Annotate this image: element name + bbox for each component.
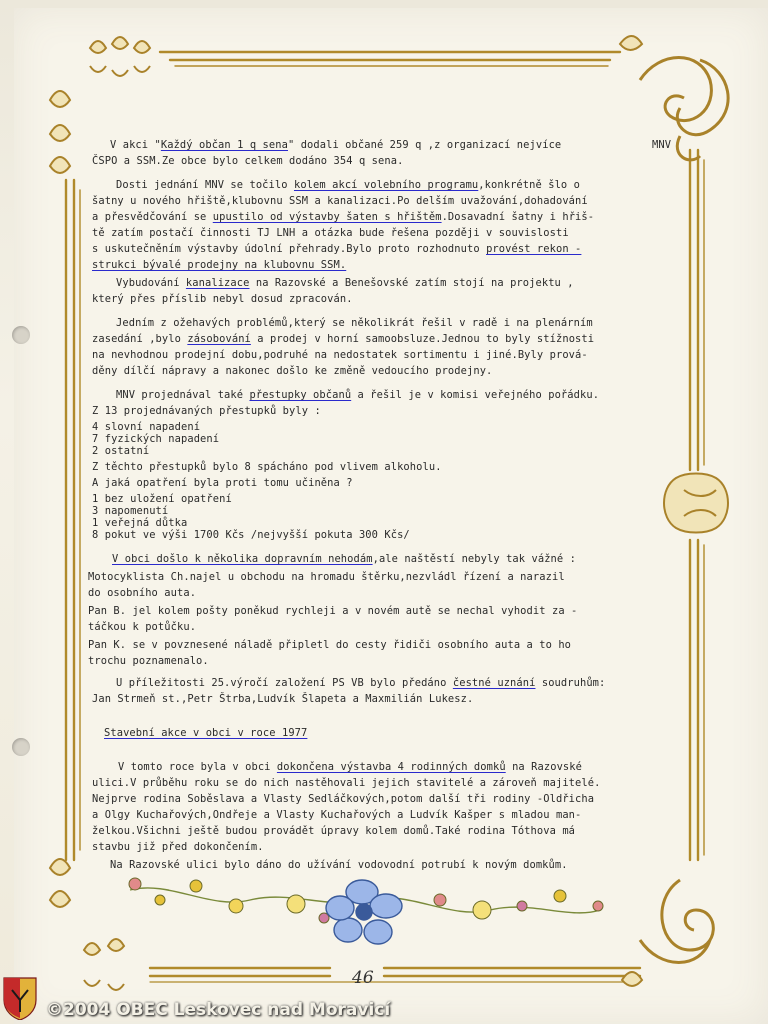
text-line (92, 444, 149, 459)
text-line (88, 620, 196, 635)
text-run: Pan B. jel kolem pošty poněkud rychleji a v novém autě se nechal vyhodit za - (88, 605, 578, 617)
text-line (92, 348, 588, 363)
text-line (92, 258, 346, 273)
text-line (92, 226, 569, 241)
text-run: Na Razovské ulici bylo dáno do užívání vodovodní potrubí k novým domkům. (110, 859, 568, 871)
text-run: Z těchto přestupků bylo 8 spácháno pod vlivem alkoholu. (92, 461, 442, 473)
blue-flower (326, 880, 402, 944)
text-run: do osobního auta. (88, 587, 197, 599)
text-run: zasedání ,bylo (92, 333, 188, 345)
text-line (92, 242, 581, 257)
underlined-phrase: zásobování (187, 333, 251, 345)
text-line (92, 154, 403, 169)
text-line (116, 316, 593, 331)
text-line (88, 586, 196, 601)
text-line (104, 726, 307, 741)
text-line (110, 858, 568, 873)
text-run: Nejprve rodina Soběslava a Vlasty Sedláčkových,potom další tři rodiny -Oldřicha (92, 793, 595, 805)
text-run: Dosti jednání MNV se točilo (116, 179, 294, 191)
text-run: a prodej v horní samoobsluze.Jednou to byly stížnosti (250, 333, 595, 345)
page-number: 46 (352, 968, 374, 988)
text-run: ulici.V průběhu roku se do nich nastěhovali jejich stavitelé a zároveň majitelé. (92, 777, 601, 789)
text-line (92, 194, 588, 209)
text-run: Z 13 projednávaných přestupků byly : (92, 405, 321, 417)
text-line (116, 676, 605, 691)
text-line (92, 808, 581, 823)
text-line (88, 570, 565, 585)
text-run: a přesvědčování se (92, 211, 213, 223)
text-line (116, 178, 580, 193)
text-run: 3 napomenutí (92, 505, 169, 517)
text-run: a řešil je v komisi veřejného pořádku. (351, 389, 600, 401)
text-run: Jedním z ožehavých problémů,který se několikrát řešil v radě i na plenárním (116, 317, 593, 329)
text-line (116, 388, 599, 403)
text-line (92, 528, 410, 543)
text-run: V akci " (110, 139, 161, 151)
text-run: 4 slovní napadení (92, 421, 201, 433)
underlined-phrase: upustilo od výstavby šaten s hřištěm (212, 211, 442, 223)
text-line (92, 364, 492, 379)
text-run: V tomto roce byla v obci (118, 761, 277, 773)
text-line (92, 476, 353, 491)
municipal-coat-of-arms-icon (2, 976, 38, 1020)
text-run: 1 bez uložení opatření (92, 493, 232, 505)
text-run: s uskutečněním výstavby údolní přehrady.Bylo proto rozhodnuto (92, 243, 487, 255)
text-line (88, 604, 577, 619)
underlined-phrase: provést rekon - (486, 243, 582, 255)
text-run: Motocyklista Ch.najel u obchodu na hromadu štěrku,nezvládl řízení a narazil (88, 571, 565, 583)
text-run: Pan K. se v povznesené náladě připletl do cesty řidiči osobního auta a to ho (88, 639, 572, 651)
text-line (112, 552, 576, 567)
underlined-phrase: strukci bývalé prodejny na klubovnu SSM. (92, 259, 347, 271)
text-run: děny dílčí nápravy a nakonec došlo ke změně vedoucího prodejny. (92, 365, 493, 377)
text-run: želkou.Všichni ještě budou provádět úpravy kolem domů.Také rodina Tóthova má (92, 825, 576, 837)
text-run: 2 ostatní (92, 445, 150, 457)
text-run: na nevhodnou prodejní dobu,podruhé na nedostatek sortimentu i jiné.Byly prová- (92, 349, 588, 361)
text-run: ,konkrétně šlo o (478, 179, 580, 191)
underlined-phrase: přestupky občanů (249, 389, 352, 401)
text-run: Jan Strmeň st.,Petr Štrba,Ludvík Šlapeta a Maxmilián Lukesz. (92, 693, 474, 705)
text-line (92, 292, 353, 307)
text-line (116, 276, 574, 291)
text-run: který přes příslib nebyl dosud zpracován. (92, 293, 353, 305)
text-run: ČSPO a SSM.Ze obce bylo celkem dodáno 354 q sena. (92, 155, 404, 167)
text-line (88, 638, 571, 653)
text-run: " dodali občané 259 q ,z organizací nejvíce (287, 139, 562, 151)
text-run: 7 fyzických napadení (92, 433, 220, 445)
text-line (92, 210, 594, 225)
text-line (92, 332, 594, 347)
underlined-phrase: Stavební akce v obci v roce 1977 (104, 727, 308, 739)
text-run: trochu poznamenalo. (88, 655, 209, 667)
underlined-phrase: čestné uznání (452, 677, 536, 689)
text-run: 8 pokut ve výši 1700 Kčs /nejvyšší pokuta 300 Kčs/ (92, 529, 410, 541)
text-run: stavbu již před dokončením. (92, 841, 264, 853)
text-run: .Dosavadní šatny i hřiš- (441, 211, 595, 223)
text-line (88, 654, 209, 669)
text-line (92, 824, 575, 839)
copyright-footer: ©2004 OBEC Leskovec nad Moravicí (46, 1000, 391, 1020)
underlined-phrase: dokončena výstavba 4 rodinných domků (276, 761, 506, 773)
text-line (92, 792, 594, 807)
text-run: A jaká opatření byla proti tomu učiněna ? (92, 477, 353, 489)
text-line (92, 840, 264, 855)
underlined-phrase: V obci došlo k několika dopravním nehodám (112, 553, 373, 565)
text-run: a Olgy Kuchařových,Ondřeje a Vlasty Kuchařových a Ludvík Kašper s mladou man- (92, 809, 582, 821)
underlined-phrase: kolem akcí volebního programu (293, 179, 479, 191)
text-line (92, 460, 442, 475)
text-run: Vybudování (116, 277, 186, 289)
margin-note-mnv: MNV (652, 139, 672, 151)
underlined-phrase: Každý občan 1 q sena (160, 139, 288, 151)
text-run: MNV projednával také (116, 389, 250, 401)
text-run: ,ale naštěstí nebyly tak vážné : (372, 553, 576, 565)
text-line (92, 692, 473, 707)
text-line (118, 760, 582, 775)
underlined-phrase: kanalizace (185, 277, 250, 289)
text-run: U příležitosti 25.výročí založení PS VB bylo předáno (116, 677, 453, 689)
text-line (92, 776, 600, 791)
text-run: na Razovské a Benešovské zatím stojí na projektu , (249, 277, 574, 289)
text-run: tě zatím postačí činnosti TJ LNH a otázka bude řešena později v souvislosti (92, 227, 569, 239)
text-run: na Razovské (505, 761, 582, 773)
text-run: šatny u nového hřiště,klubovnu SSM a kanalizaci.Po delším uvažování,dohadování (92, 195, 588, 207)
text-run: táčkou k potůčku. (88, 621, 197, 633)
text-run: soudruhům: (535, 677, 606, 689)
text-line (110, 138, 561, 153)
text-line (92, 404, 321, 419)
text-run: 1 veřejná důtka (92, 517, 188, 529)
